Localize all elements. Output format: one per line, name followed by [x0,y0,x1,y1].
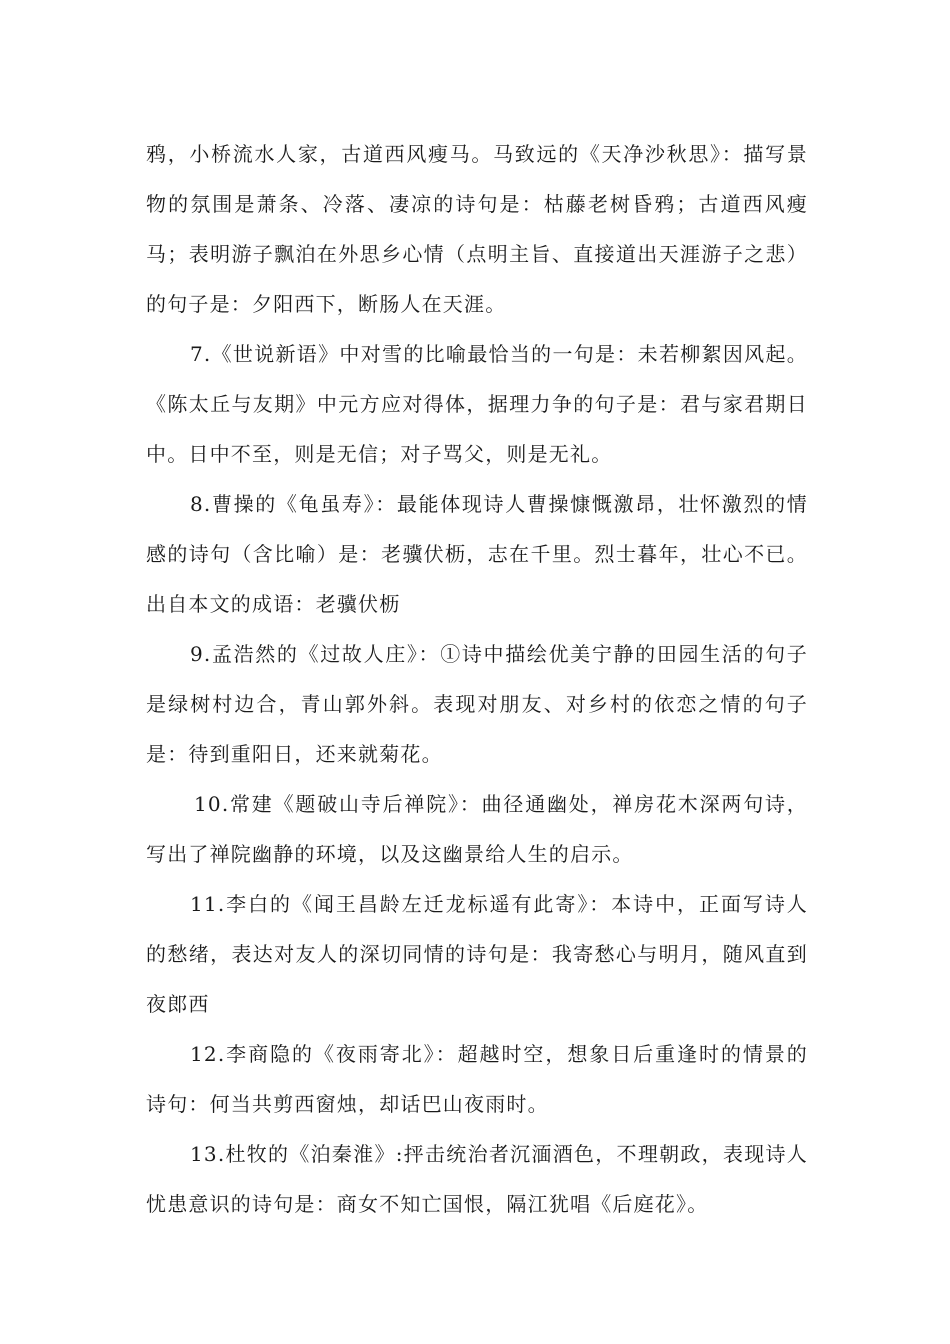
paragraph-continuation: 鸦，小桥流水人家，古道西风瘦马。马致远的《天净沙秋思》：描写景物的氛围是萧条、冷落、凄凉的诗句是：枯藤老树昏鸦；古道西风瘦马；表明游子飘泊在外思乡心情（点明主旨、直接道出天涯游子之悲）的句子是：夕阳西下，断肠人在天涯。 [146,142,808,316]
paragraph-item-13: 13.杜牧的《泊秦淮》:抨击统治者沉湎酒色，不理朝政，表现诗人忧患意识的诗句是：商女不知亡国恨，隔江犹唱《后庭花》。 [146,1142,808,1216]
paragraph-item-11: 11.李白的《闻王昌龄左迁龙标遥有此寄》：本诗中，正面写诗人的愁绪，表达对友人的深切同情的诗句是：我寄愁心与明月，随风直到夜郎西 [146,892,808,1016]
paragraph-item-12: 12.李商隐的《夜雨寄北》：超越时空，想象日后重逢时的情景的诗句：何当共剪西窗烛，却话巴山夜雨时。 [146,1042,808,1116]
document-body [146,129,808,1229]
paragraph-item-10: 10.常建《题破山寺后禅院》：曲径通幽处，禅房花木深两句诗，写出了禅院幽静的环境，以及这幽景给人生的启示。 [146,792,808,866]
paragraph-item-9: 9.孟浩然的《过故人庄》：①诗中描绘优美宁静的田园生活的句子是绿树村边合，青山郭外斜。表现对朋友、对乡村的依恋之情的句子是：待到重阳日，还来就菊花。 [146,642,808,766]
paragraph-item-7: 7.《世说新语》中对雪的比喻最恰当的一句是：未若柳絮因风起。《陈太丘与友期》中元方应对得体，据理力争的句子是：君与家君期日中。日中不至，则是无信；对子骂父，则是无礼。 [146,342,808,466]
paragraph-item-8: 8.曹操的《龟虽寿》：最能体现诗人曹操慷慨激昂，壮怀激烈的情感的诗句（含比喻）是：老骥伏枥，志在千里。烈士暮年，壮心不已。出自本文的成语：老骥伏枥 [146,492,808,616]
